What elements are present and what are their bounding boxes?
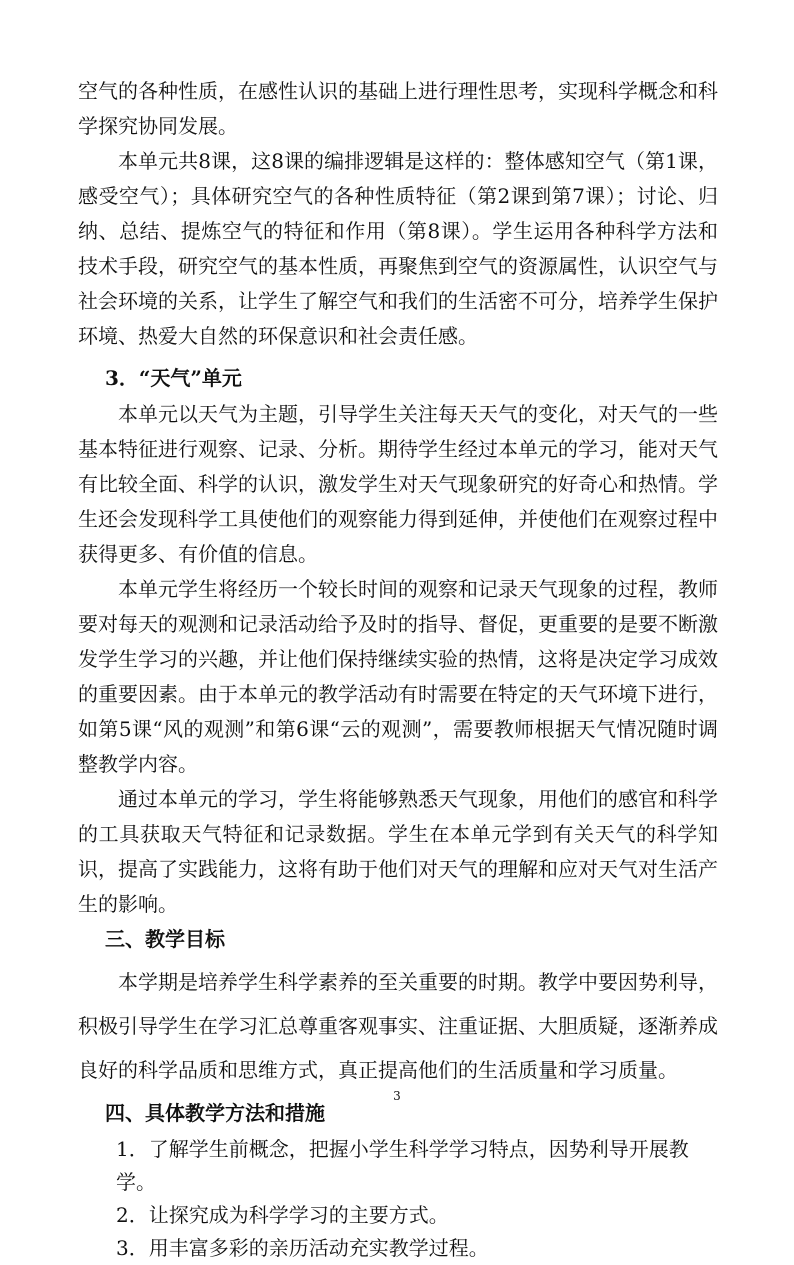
paragraph-teaching-goals: 本学期是培养学生科学素养的至关重要的时期。教学中要因势利导，积极引导学生在学习汇总尊重客观事实、注重证据、大胆质疑，逐渐养成良好的科学品质和思维方式，真正提高他们的生活质量和学习质量。 bbox=[78, 970, 718, 1082]
heading-teaching-goals: 三、教学目标 bbox=[105, 927, 225, 951]
list-item: 3．用丰富多彩的亲历活动充实教学过程。 bbox=[116, 1236, 489, 1260]
paragraph-weather-intro: 本单元以天气为主题，引导学生关注每天天气的变化，对天气的一些基本特征进行观察、记录、分析。期待学生经过本单元的学习，能对天气有比较全面、科学的认识，激发学生对天气现象研究的好奇心和热情。学生还会发现科学工具使他们的观察能力得到延伸，并使他们在观察过程中获得更多、有价值的信息。 bbox=[78, 402, 718, 566]
paragraph-weather-observation: 本单元学生将经历一个较长时间的观察和记录天气现象的过程，教师要对每天的观测和记录活动给予及时的指导、督促，更重要的是要不断激发学生学习的兴趣，并让他们保持继续实验的热情，这将是决定学习成效的重要因素。由于本单元的教学活动有时需要在特定的天气环境下进行，如第5课“风的观测”和第6课“云的观测”，需要教师根据天气情况随时调整教学内容。 bbox=[78, 577, 718, 776]
list-item: 2．让探究成为科学学习的主要方式。 bbox=[116, 1203, 449, 1227]
heading-teaching-methods: 四、具体教学方法和措施 bbox=[105, 1101, 325, 1125]
paragraph-weather-outcomes: 通过本单元的学习，学生将能够熟悉天气现象，用他们的感官和科学的工具获取天气特征和记录数据。学生在本单元学到有关天气的科学知识，提高了实践能力，这将有助于他们对天气的理解和应对天气对生活产生的影响。 bbox=[78, 787, 718, 916]
heading-weather-unit: 3．“天气”单元 bbox=[105, 366, 242, 390]
list-item: 1．了解学生前概念，把握小学生科学学习特点，因势利导开展教学。 bbox=[116, 1137, 689, 1194]
document-body bbox=[78, 74, 718, 1265]
paragraph-air-unit-lessons: 本单元共8课，这8课的编排逻辑是这样的：整体感知空气（第1课，感受空气）；具体研究空气的各种性质特征（第2课到第7课）；讨论、归纳、总结、提炼空气的特征和作用（第8课）。学生运用各种科学方法和技术手段，研究空气的基本性质，再聚焦到空气的资源属性，认识空气与社会环境的关系，让学生了解空气和我们的生活密不可分，培养学生保护环境、热爱大自然的环保意识和社会责任感。 bbox=[78, 149, 718, 348]
page-number: 3 bbox=[393, 1089, 401, 1103]
paragraph-air-properties-continued: 空气的各种性质，在感性认识的基础上进行理性思考，实现科学概念和科学探究协同发展。 bbox=[78, 79, 718, 138]
